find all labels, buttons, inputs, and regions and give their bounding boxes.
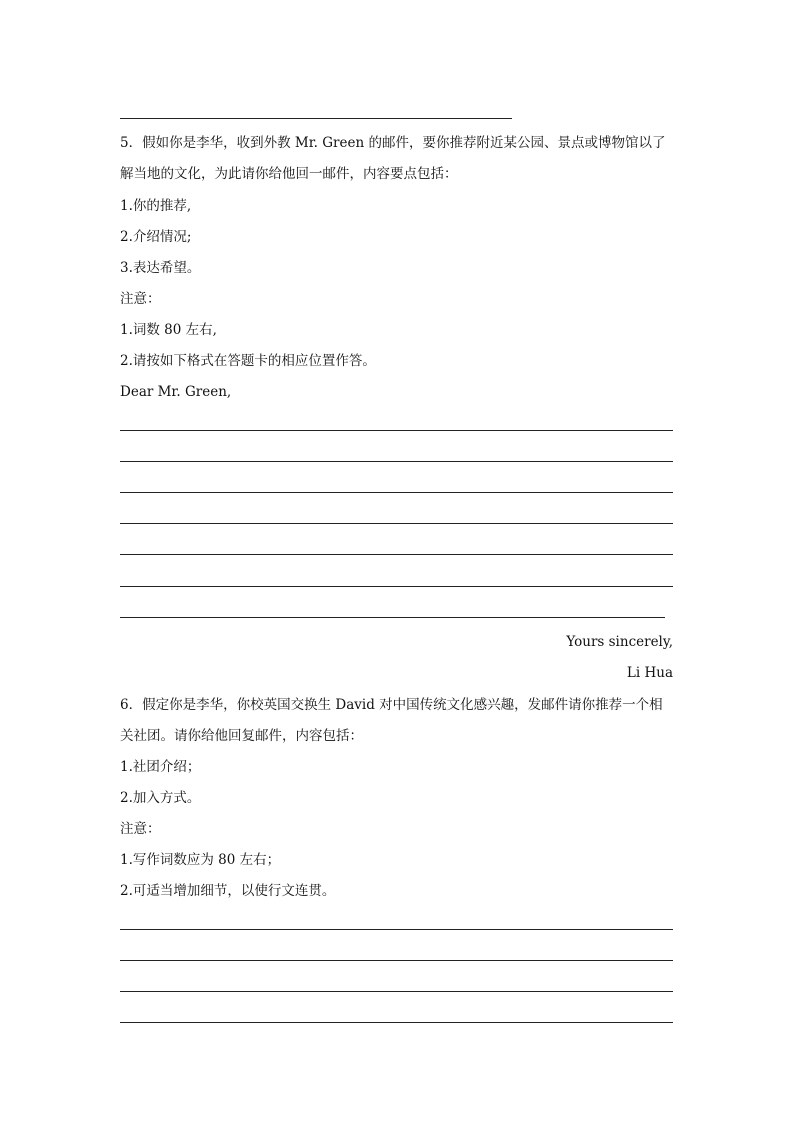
q5-greeting: Dear Mr. Green, xyxy=(120,384,232,400)
q5-answer-line-4 xyxy=(120,523,673,524)
q5-answer-line-7 xyxy=(120,617,665,618)
q6-answer-line-4 xyxy=(120,1022,673,1023)
q6-answer-line-1 xyxy=(120,929,673,930)
q5-answer-line-1 xyxy=(120,430,673,431)
q5-answer-line-5 xyxy=(120,554,673,555)
q5-note-2: 2.请按如下格式在答题卡的相应位置作答。 xyxy=(120,353,376,369)
q6-prompt-line-2: 关社团。请你给他回复邮件，内容包括： xyxy=(120,728,363,744)
q5-answer-line-3 xyxy=(120,492,673,493)
q6-note-2: 2.可适当增加细节，以使行文连贯。 xyxy=(120,883,336,899)
q5-answer-line-2 xyxy=(120,461,673,462)
q6-point-2: 2.加入方式。 xyxy=(120,790,201,806)
q6-note-1: 1.写作词数应为 80 左右； xyxy=(120,852,281,868)
q6-answer-line-3 xyxy=(120,991,673,992)
q5-note-label: 注意： xyxy=(120,291,161,307)
q5-point-2: 2.介绍情况; xyxy=(120,229,192,245)
q6-prompt-line-1: 6．假定你是李华，你校英国交换生 David 对中国传统文化感兴趣，发邮件请你推荐一个相 xyxy=(120,697,663,713)
q6-answer-line-2 xyxy=(120,960,673,961)
q5-closing: Yours sincerely, xyxy=(566,634,673,650)
answer-line-top xyxy=(120,118,512,119)
q5-prompt-line-1: 5．假如你是李华，收到外教 Mr. Green 的邮件，要你推荐附近某公园、景点或博物馆以了 xyxy=(120,135,666,151)
q6-point-1: 1.社团介绍； xyxy=(120,759,201,775)
q5-point-1: 1.你的推荐, xyxy=(120,198,192,214)
q5-point-3: 3.表达希望。 xyxy=(120,260,201,276)
q5-prompt-line-2: 解当地的文化，为此请你给他回一邮件，内容要点包括： xyxy=(120,166,458,182)
q5-answer-line-6 xyxy=(120,586,673,587)
q5-note-1: 1.词数 80 左右, xyxy=(120,322,217,338)
q5-signature: Li Hua xyxy=(626,665,673,681)
q6-note-label: 注意： xyxy=(120,821,161,837)
